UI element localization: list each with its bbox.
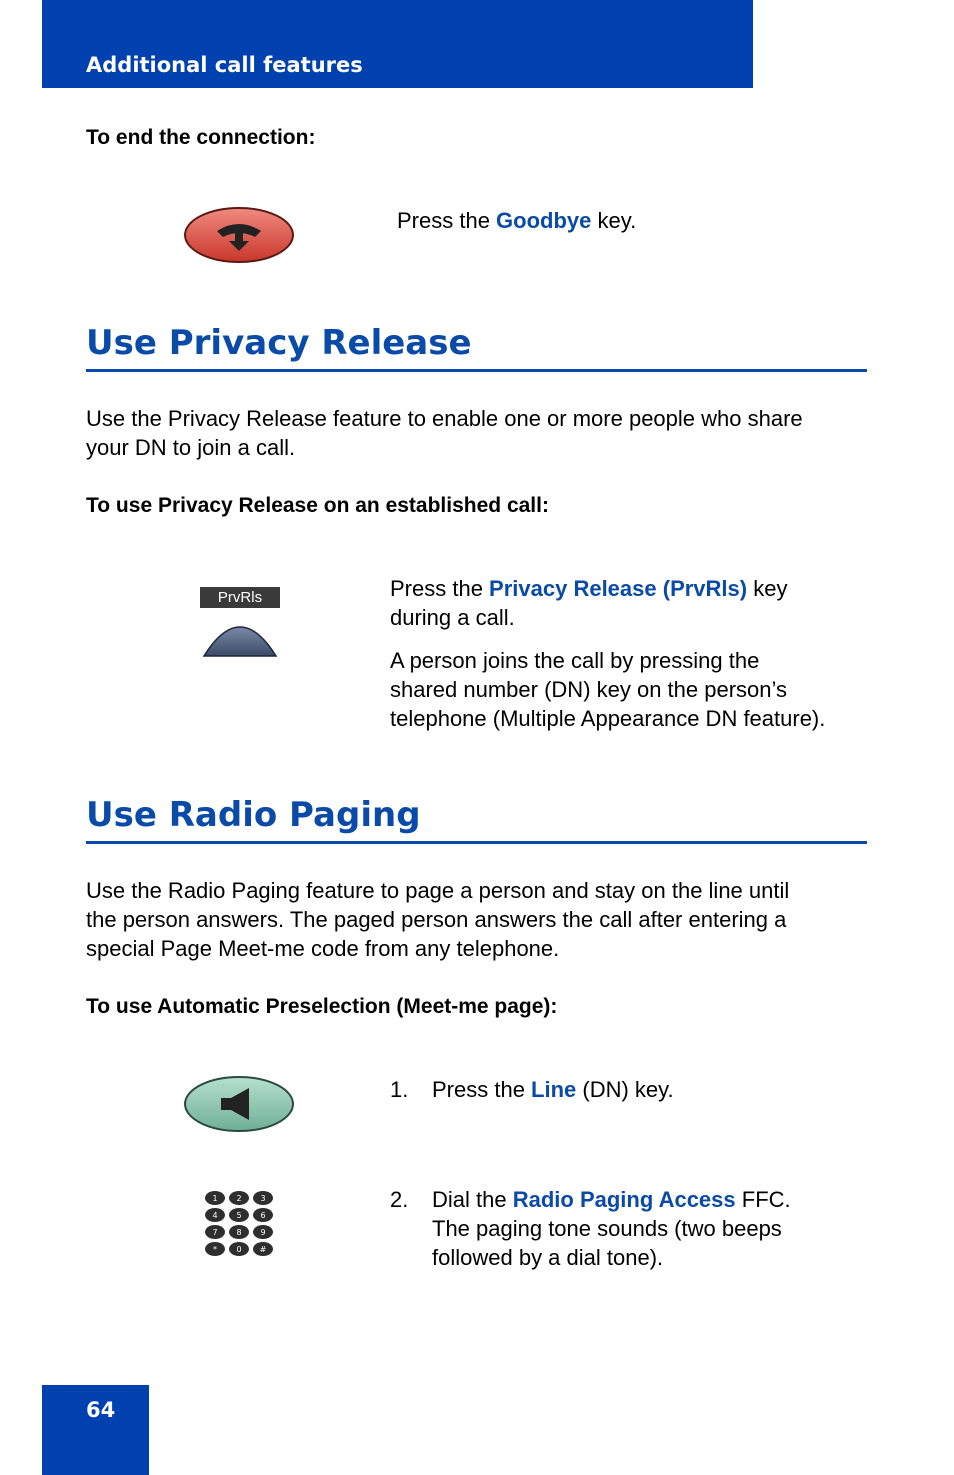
dialpad-key-label: 4 [212,1211,218,1220]
end-connection-lead: To end the connection: [86,126,316,149]
dialpad-key-label: 5 [236,1211,242,1220]
dialpad-key-label: # [259,1245,267,1254]
line-key-name: Line [531,1077,577,1102]
header-title: Additional call features [86,53,363,77]
goodbye-key-name: Goodbye [496,208,592,233]
softkey-icon [200,612,280,660]
radio-step2-line: The paging tone sounds (two beeps [432,1216,782,1241]
dialpad-key-label: 0 [236,1245,242,1254]
privacy-release-note [390,646,825,733]
goodbye-step-prefix: Press the [397,208,497,233]
goodbye-key-icon [183,205,295,265]
radio-paging-heading: Use Radio Paging [86,795,421,835]
radio-step-1 [390,1075,674,1104]
privacy-step-suffix: key [747,576,788,601]
radio-step2-prefix: Dial the [432,1187,513,1212]
prvrls-key-label: PrvRls [200,587,280,608]
privacy-note-line: telephone (Multiple Appearance DN feature). [390,706,826,731]
dialpad-key-label: 2 [236,1194,242,1203]
radio-paging-rule [86,841,867,844]
step-number: 1. [390,1077,409,1102]
radio-step2-line: followed by a dial tone). [432,1245,664,1270]
dialpad-icon [203,1189,275,1259]
radio-paging-intro [86,876,789,963]
dialpad-key-label: 9 [260,1228,266,1237]
radio-step-2 [390,1185,791,1272]
privacy-release-rule [86,369,867,372]
radio-paging-access-name: Radio Paging Access [512,1187,736,1212]
dialpad-key-label: 7 [212,1228,218,1237]
privacy-intro-line: Use the Privacy Release feature to enable one or more people who share [86,406,803,431]
privacy-step-line: during a call. [390,605,515,630]
radio-step2-line [390,1185,791,1214]
radio-step1-suffix: (DN) key. [576,1077,674,1102]
dialpad-key-label: * [213,1245,217,1254]
goodbye-step-suffix: key. [591,208,637,233]
goodbye-step [397,206,636,235]
privacy-step-prefix: Press the [390,576,490,601]
radio-step2-suffix: FFC. [735,1187,791,1212]
privacy-release-intro [86,404,803,462]
radio-intro-line: the person answers. The paged person answers the call after entering a [86,907,787,932]
privacy-release-step [390,574,787,632]
step-number: 2. [390,1187,409,1212]
privacy-note-line: shared number (DN) key on the person’s [390,677,788,702]
privacy-release-heading: Use Privacy Release [86,323,472,363]
privacy-note-line: A person joins the call by pressing the [390,648,760,673]
dialpad-key-label: 8 [236,1228,242,1237]
privacy-release-lead: To use Privacy Release on an established call: [86,494,549,517]
privacy-key-name: Privacy Release (PrvRls) [489,576,748,601]
line-key-icon [183,1074,295,1134]
radio-step1-prefix: Press the [432,1077,532,1102]
radio-intro-line: special Page Meet-me code from any telephone. [86,936,560,961]
dialpad-key-label: 6 [260,1211,266,1220]
privacy-step-line [390,574,787,603]
privacy-intro-line: your DN to join a call. [86,435,296,460]
page-number: 64 [86,1398,116,1422]
radio-paging-lead: To use Automatic Preselection (Meet-me page): [86,995,558,1018]
dialpad-key-label: 3 [260,1194,266,1203]
dialpad-key-label: 1 [212,1194,218,1203]
radio-intro-line: Use the Radio Paging feature to page a person and stay on the line until [86,878,790,903]
